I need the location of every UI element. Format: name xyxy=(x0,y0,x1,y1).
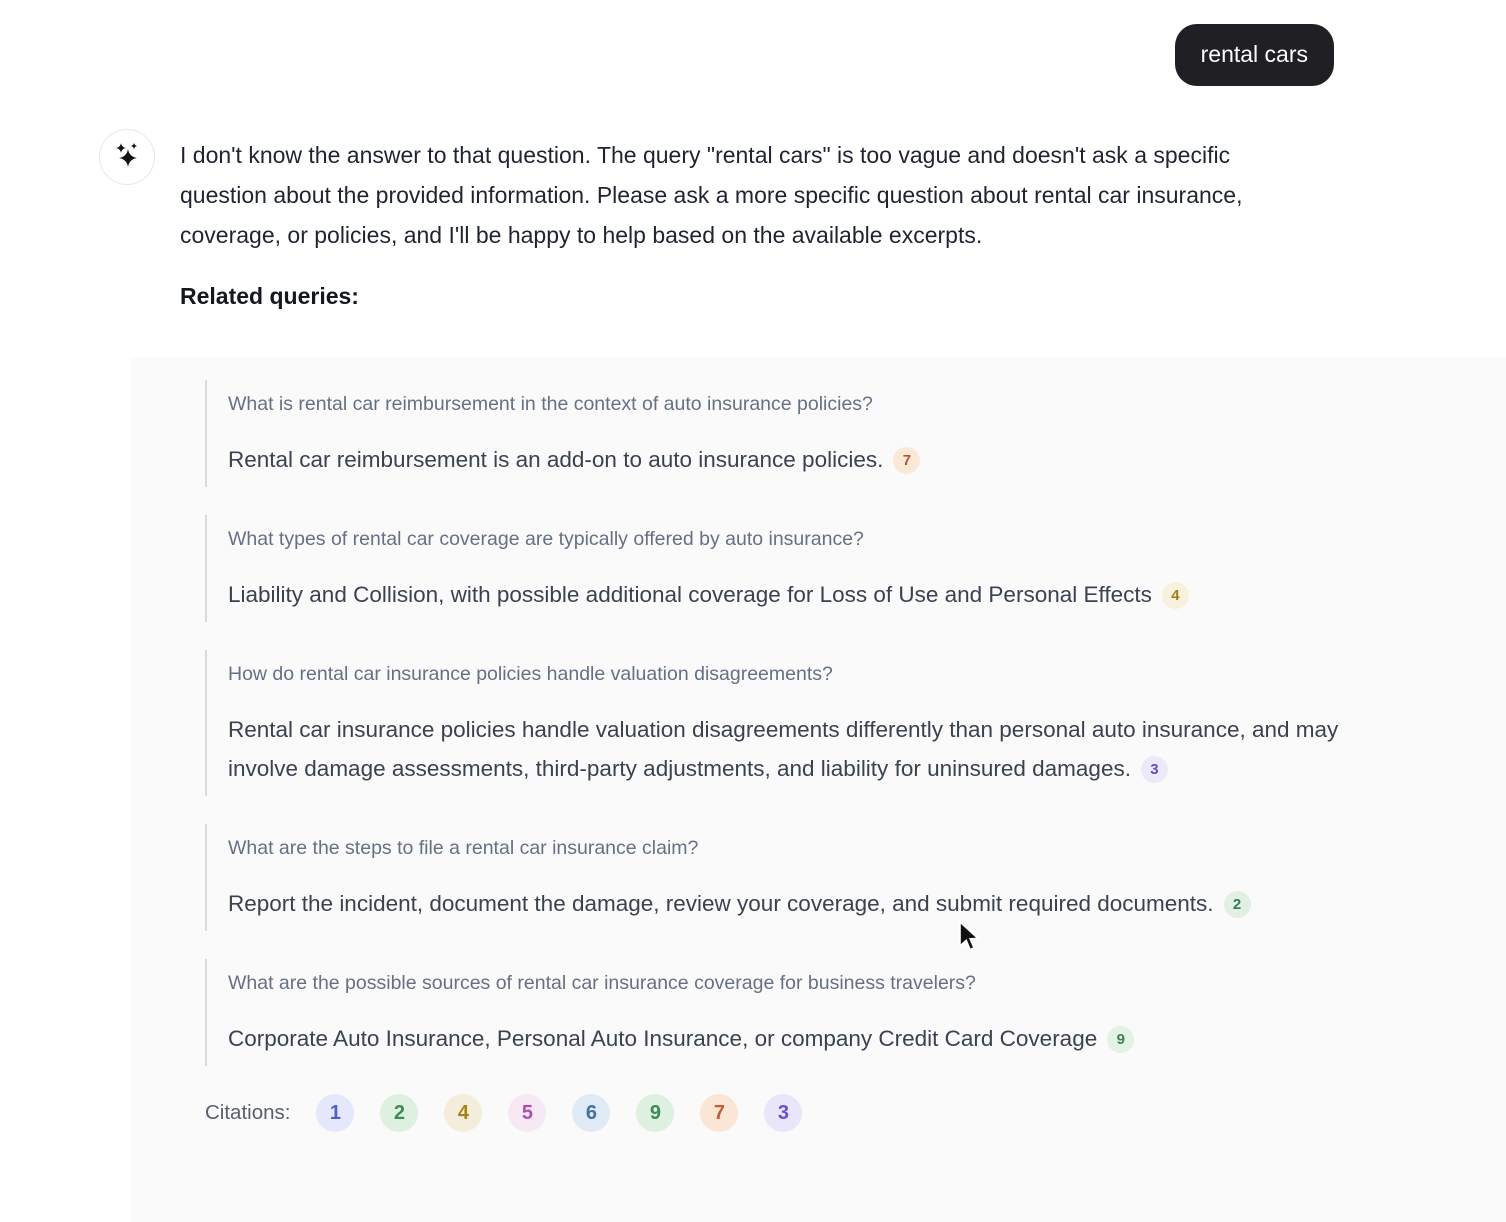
related-query-answer-text: Report the incident, document the damage, review your coverage, and submit required documents. xyxy=(228,891,1214,916)
citation-badge[interactable]: 1 xyxy=(316,1094,354,1132)
related-query-block xyxy=(205,650,1466,796)
related-queries-list xyxy=(205,380,1466,1066)
related-query-answer xyxy=(228,575,1398,614)
related-query-block xyxy=(205,515,1466,622)
citations-badge-list xyxy=(316,1094,802,1132)
citation-badge[interactable]: 7 xyxy=(700,1094,738,1132)
related-query-question: What types of rental car coverage are typically offered by auto insurance? xyxy=(228,528,864,550)
citation-badge[interactable]: 6 xyxy=(572,1094,610,1132)
assistant-avatar xyxy=(99,129,155,185)
related-query-answer xyxy=(228,1019,1398,1058)
citation-badge[interactable]: 9 xyxy=(1107,1026,1134,1053)
citations-row xyxy=(205,1094,1466,1132)
related-queries-panel xyxy=(130,358,1506,1222)
citation-badge[interactable]: 9 xyxy=(636,1094,674,1132)
related-query-question: What are the possible sources of rental car insurance coverage for business travelers? xyxy=(228,972,976,994)
related-query-block xyxy=(205,380,1466,487)
citation-badge[interactable]: 5 xyxy=(508,1094,546,1132)
related-query-question: What is rental car reimbursement in the context of auto insurance policies? xyxy=(228,393,873,415)
related-queries-heading: Related queries: xyxy=(180,283,359,309)
related-query-question: How do rental car insurance policies handle valuation disagreements? xyxy=(228,663,833,685)
user-message-bubble xyxy=(1175,24,1334,86)
related-query-answer xyxy=(228,710,1398,788)
related-query-question: What are the steps to file a rental car insurance claim? xyxy=(228,837,699,859)
assistant-message: I don't know the answer to that question. The query "rental cars" is too vague and doesn't ask a specific question about the provided information. Please ask a more specific question about rental car insurance, coverage, or policies, and I'll be happy to help based on the available excerpts. xyxy=(180,142,1243,248)
sparkles-icon xyxy=(111,139,143,176)
assistant-content xyxy=(180,129,1320,310)
citation-badge[interactable]: 4 xyxy=(1162,582,1189,609)
related-query-answer-text: Rental car insurance policies handle valuation disagreements differently than personal auto insurance, and may involve damage assessments, third-party adjustments, and liability for uninsured damages. xyxy=(228,717,1339,781)
related-query-answer xyxy=(228,440,1398,479)
citation-badge[interactable]: 2 xyxy=(380,1094,418,1132)
citation-badge[interactable]: 2 xyxy=(1224,891,1251,918)
related-query-answer xyxy=(228,884,1398,923)
citation-badge[interactable]: 3 xyxy=(1141,756,1168,783)
citation-badge[interactable]: 7 xyxy=(893,447,920,474)
citation-badge[interactable]: 4 xyxy=(444,1094,482,1132)
related-query-answer-text: Corporate Auto Insurance, Personal Auto Insurance, or company Credit Card Coverage xyxy=(228,1026,1098,1051)
related-query-answer-text: Liability and Collision, with possible additional coverage for Loss of Use and Personal Effects xyxy=(228,582,1152,607)
related-query-block xyxy=(205,959,1466,1066)
citation-badge[interactable]: 3 xyxy=(764,1094,802,1132)
citations-label: Citations: xyxy=(205,1101,291,1124)
user-message-text: rental cars xyxy=(1200,41,1308,67)
related-query-block xyxy=(205,824,1466,931)
assistant-response-row xyxy=(99,129,1506,310)
related-query-answer-text: Rental car reimbursement is an add-on to auto insurance policies. xyxy=(228,447,884,472)
